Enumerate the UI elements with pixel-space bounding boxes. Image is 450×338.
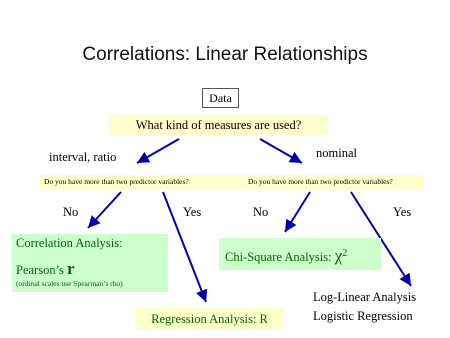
chi-symbol: χ xyxy=(334,246,343,266)
pearson-line xyxy=(16,259,75,279)
interval-ratio-label: interval, ratio xyxy=(49,150,117,164)
nominal-label: nominal xyxy=(316,146,357,160)
arrow-right-no xyxy=(285,192,310,232)
right-yes-label: Yes xyxy=(393,205,412,219)
arrow-to-interval xyxy=(137,139,179,163)
correlation-title: Correlation Analysis: xyxy=(16,236,123,250)
page-title: Correlations: Linear Relationships xyxy=(82,44,368,65)
data-root-box: Data xyxy=(202,88,239,108)
chi-square-label: Chi-Square Analysis: xyxy=(225,250,335,265)
predictor-question-left: Do you have more than two predictor variables? xyxy=(40,175,244,189)
chi-square-box xyxy=(219,238,381,270)
arrow-to-nominal xyxy=(260,139,302,163)
log-linear-label: Log-Linear Analysis xyxy=(313,290,417,304)
correlation-analysis-box xyxy=(12,234,168,292)
measures-question-box: What kind of measures are used? xyxy=(109,115,328,135)
right-no-label: No xyxy=(253,205,269,219)
regression-analysis-box: Regression Analysis: R xyxy=(136,308,283,330)
chi-superscript: 2 xyxy=(342,248,348,259)
pearson-r-symbol: r xyxy=(67,259,75,278)
left-no-label: No xyxy=(63,205,79,219)
predictor-question-right: Do you have more than two predictor variables? xyxy=(244,175,423,189)
left-yes-label: Yes xyxy=(183,205,202,219)
arrow-left-no xyxy=(88,192,121,228)
logistic-regression-label: Logistic Regression xyxy=(313,309,413,323)
spearman-note: (ordinal scales use Spearman’s rho) xyxy=(16,279,123,288)
pearson-prefix: Pearson’s xyxy=(16,263,68,277)
